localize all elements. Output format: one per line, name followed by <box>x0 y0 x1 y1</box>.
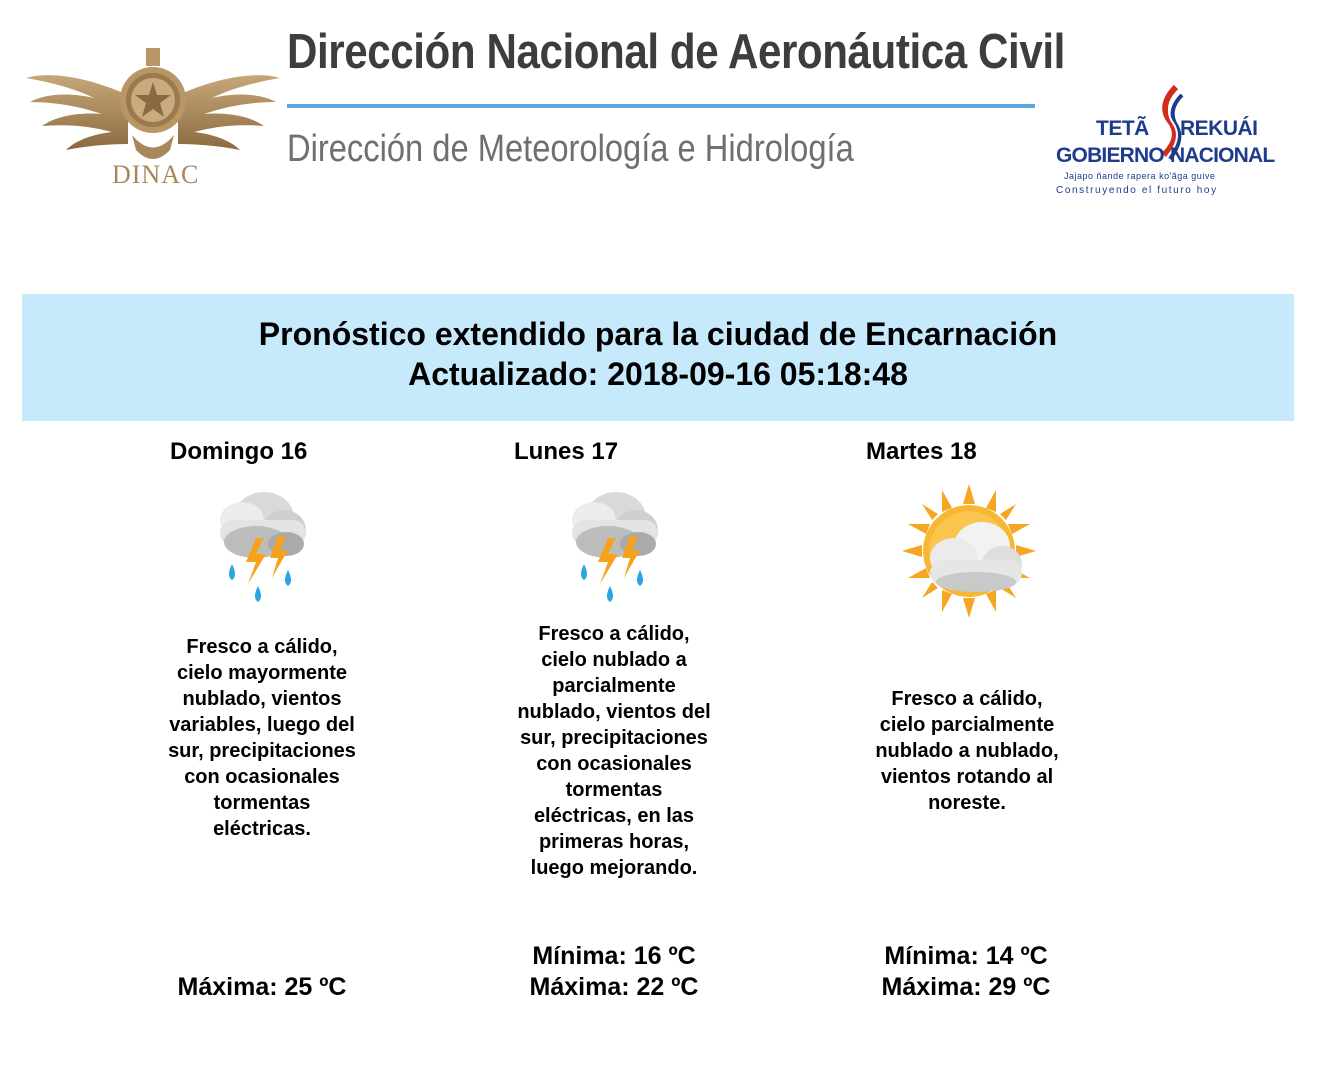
gov-logo-line1a: TETÃ <box>1096 117 1149 140</box>
day-name: Lunes 17 <box>514 438 619 465</box>
day-description: Fresco a cálido, cielo parcialmente nublado a nublado, vientos rotando al noreste. <box>875 688 1059 814</box>
temp-max: Máxima: 22 ºC <box>529 973 699 1001</box>
page-header <box>0 0 1325 230</box>
updated-timestamp: Actualizado: 2018-09-16 05:18:48 <box>408 356 908 392</box>
temp-min: Mínima: 16 ºC <box>532 942 696 970</box>
gov-logo-line2b: NACIONAL <box>1170 144 1275 167</box>
partly-cloudy-sun-icon <box>902 484 1036 618</box>
gobierno-nacional-logo <box>1052 85 1282 205</box>
gov-logo-line4: Construyendo el futuro hoy <box>1056 185 1218 196</box>
day-description: Fresco a cálido, cielo nublado a parcialmente nublado, vientos del sur, precipitaciones con ocasionales tormentas eléctricas, en las primeras horas, luego mejorando. <box>517 623 711 879</box>
page-subtitle: Dirección de Meteorología e Hidrología <box>287 128 854 170</box>
temp-max: Máxima: 29 ºC <box>881 973 1051 1001</box>
forecast-title: Pronóstico extendido para la ciudad de Encarnación <box>258 316 1058 352</box>
gov-logo-line2a: GOBIERNO <box>1056 144 1164 167</box>
day-name: Martes 18 <box>866 438 977 465</box>
title-divider <box>287 104 1035 108</box>
temp-min: Mínima: 14 ºC <box>884 942 1048 970</box>
day-name: Domingo 16 <box>170 438 308 465</box>
thunderstorm-rain-icon <box>558 480 668 610</box>
day-description: Fresco a cálido, cielo mayormente nublado, vientos variables, luego del sur, precipitaciones con ocasionales tormentas eléctricas. <box>168 636 356 840</box>
temp-max: Máxima: 25 ºC <box>177 973 347 1001</box>
thunderstorm-rain-icon <box>206 480 316 610</box>
page-title: Dirección Nacional de Aeronáutica Civil <box>287 25 1065 79</box>
gov-logo-line3: Jajapo ñande rapera ko'ãga guive <box>1064 171 1216 181</box>
gov-logo-line1b: REKUÁI <box>1180 117 1258 140</box>
forecast-banner <box>22 294 1294 421</box>
dinac-logo-text: DINAC <box>112 160 200 189</box>
